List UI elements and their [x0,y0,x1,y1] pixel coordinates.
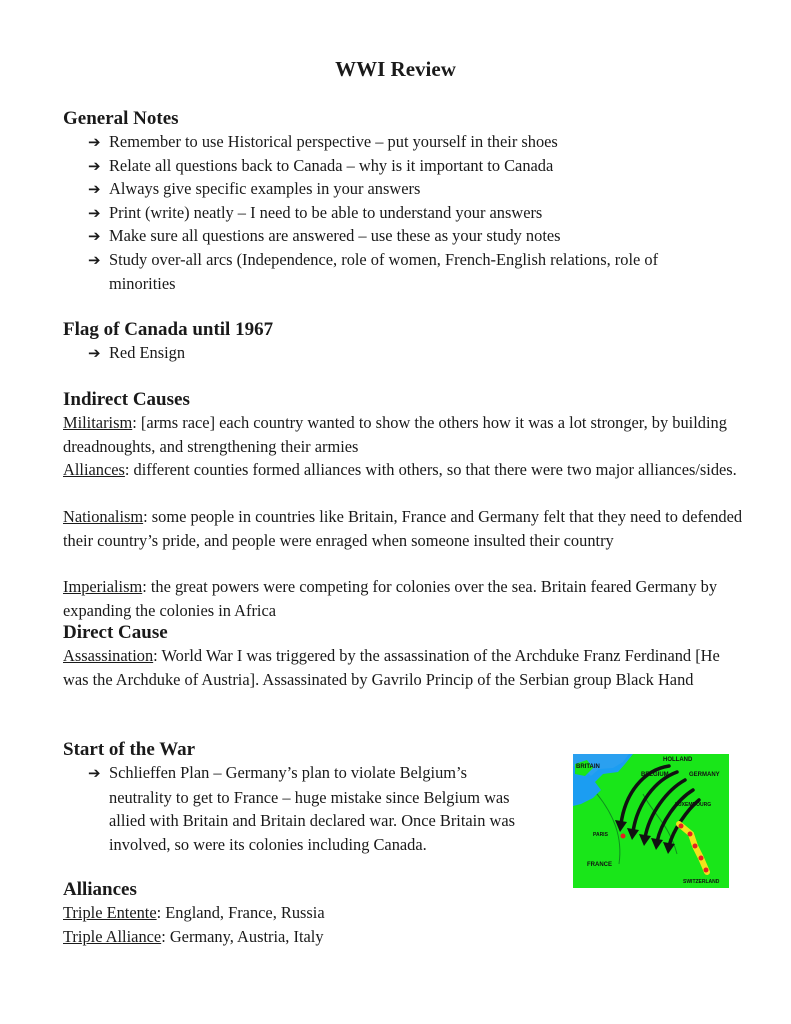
schlieffen-plan-map [573,754,729,888]
alliances-heading: Alliances [63,879,137,900]
militarism-paragraph: Militarism: [arms race] each country wanted to show the others how it was a lot stronger, by building dreadnoughts, and strengthening their armies [63,413,727,456]
arrow-bullet-icon: ➔ [88,764,101,782]
map-label-holland: HOLLAND [663,757,693,763]
flag-heading: Flag of Canada until 1967 [63,319,274,340]
map-label-britain: BRITAIN [576,764,600,770]
arrow-bullet-icon: ➔ [88,203,101,222]
map-label-belgium: BELGIUM [641,772,669,778]
indirect-causes-heading: Indirect Causes [63,389,190,410]
arrow-bullet-icon: ➔ [88,180,101,198]
direct-cause-heading: Direct Cause [63,622,168,643]
general-note-item: ➔ Relate all questions back to Canada – why is it important to Canada [88,154,553,179]
map-label-germany: GERMANY [689,772,720,778]
general-note-item: ➔ Remember to use Historical perspective – put yourself in their shoes [88,130,558,155]
map-label-france: FRANCE [587,862,612,868]
map-label-switzerland: SWITZERLAND [683,879,720,885]
triple-entente-line: Triple Entente: England, France, Russia [63,903,325,922]
general-note-item: ➔ Make sure all questions are answered – use these as your study notes [88,224,561,249]
arrow-bullet-icon: ➔ [88,250,101,269]
arrow-bullet-icon: ➔ [88,227,101,245]
arrow-bullet-icon: ➔ [88,156,101,175]
general-notes-heading: General Notes [63,108,179,129]
map-label-luxembourg: LUXEMBOURG [675,802,712,808]
triple-alliance-line: Triple Alliance: Germany, Austria, Italy [63,927,324,946]
assassination-paragraph: Assassination: World War I was triggered by the assassination of the Archduke Franz Ferdinand [He was the Archduke of Austria]. Assassinated by Gavrilo Princip of the Serbian group Black Hand [63,646,720,689]
alliances-paragraph: Alliances: different counties formed alliances with others, so that there were two major alliances/sides. [63,460,737,479]
imperialism-paragraph: Imperialism: the great powers were competing for colonies over the sea. Britain feared Germany by expanding the colonies in Africa [63,577,718,620]
start-of-war-heading: Start of the War [63,739,196,760]
page-title: WWI Review [335,57,456,81]
map-label-paris: PARIS [593,832,608,838]
nationalism-paragraph: Nationalism: some people in countries like Britain, France and Germany felt that they need to defended their country’s pride, and people were enraged when someone insulted their country [63,507,743,550]
arrow-bullet-icon: ➔ [88,344,101,362]
general-note-item: ➔ Study over-all arcs (Independence, role of women, French-English relations, role of minorities [88,249,659,293]
arrow-bullet-icon: ➔ [88,133,101,151]
flag-item: ➔ Red Ensign [88,341,185,366]
general-note-item: ➔ Always give specific examples in your answers [88,177,420,202]
schlieffen-item: ➔ Schlieffen Plan – Germany’s plan to violate Belgium’s neutrality to get to France – huge mistake since Belgium was allied with Britain and Britain declared war. Once Britain was involved, so were its colonies including Canada. [88,763,515,854]
general-note-item: ➔ Print (write) neatly – I need to be able to understand your answers [88,201,542,226]
